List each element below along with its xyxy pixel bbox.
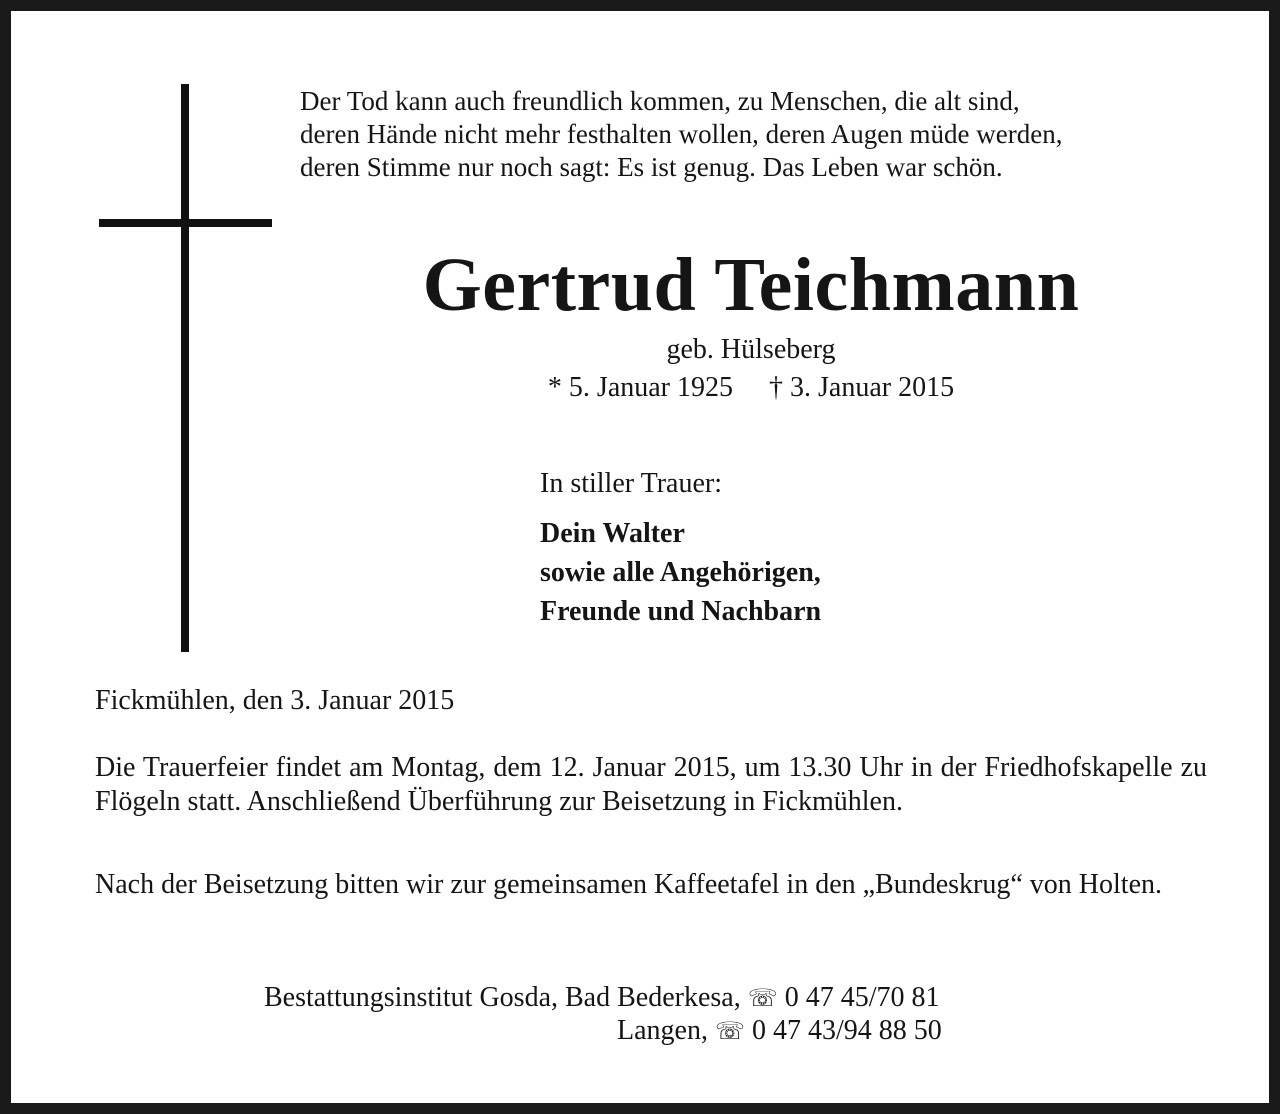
undertaker-branch-phone: 0 47 43/94 88 50 [751,1015,942,1046]
telephone-icon: ☏ [714,1017,745,1045]
mourner-line: Dein Walter [540,518,685,549]
undertaker-line-2 [617,1014,942,1048]
place-date: Fickmühlen, den 3. Januar 2015 [95,685,455,716]
quote-line: deren Stimme nur noch sagt: Es ist genug. Das Leben war schön. [300,152,1003,182]
mourner-line: sowie alle Angehörigen, [540,557,821,588]
life-dates [451,371,1051,405]
cross-icon-bar [99,219,272,227]
obituary-notice [11,11,1269,1103]
death-date: † 3. Januar 2015 [769,372,955,403]
undertaker-name: Bestattungsinstitut Gosda, Bad Bederkesa, [264,982,741,1013]
mourners-list [540,514,821,631]
deceased-name: Gertrud Teichmann [422,243,1080,327]
birth-date: * 5. Januar 1925 [547,372,733,403]
memorial-quote [300,85,1220,184]
telephone-icon: ☏ [747,984,778,1012]
undertaker-line-1 [264,981,940,1015]
mourning-intro: In stiller Trauer: [540,468,722,499]
quote-line: Der Tod kann auch freundlich kommen, zu Menschen, die alt sind, [300,86,1020,116]
undertaker-phone: 0 47 45/70 81 [784,982,940,1013]
undertaker-branch: Langen, [617,1015,708,1046]
birth-name: geb. Hülseberg [666,334,836,365]
cross-icon [181,84,189,652]
coffee-info: Nach der Beisetzung bitten wir zur gemeinsamen Kaffeetafel in den „Bundeskrug“ von Holten. [95,869,1163,900]
mourner-line: Freunde und Nachbarn [540,596,822,627]
funeral-info: Die Trauerfeier findet am Montag, dem 12. Januar 2015, um 13.30 Uhr in der Friedhofskapelle zu Flögeln statt. Anschließend Überführung zur Beisetzung in Fickmühlen. [95,752,1207,817]
quote-line: deren Hände nicht mehr festhalten wollen, deren Augen müde werden, [300,119,1063,149]
